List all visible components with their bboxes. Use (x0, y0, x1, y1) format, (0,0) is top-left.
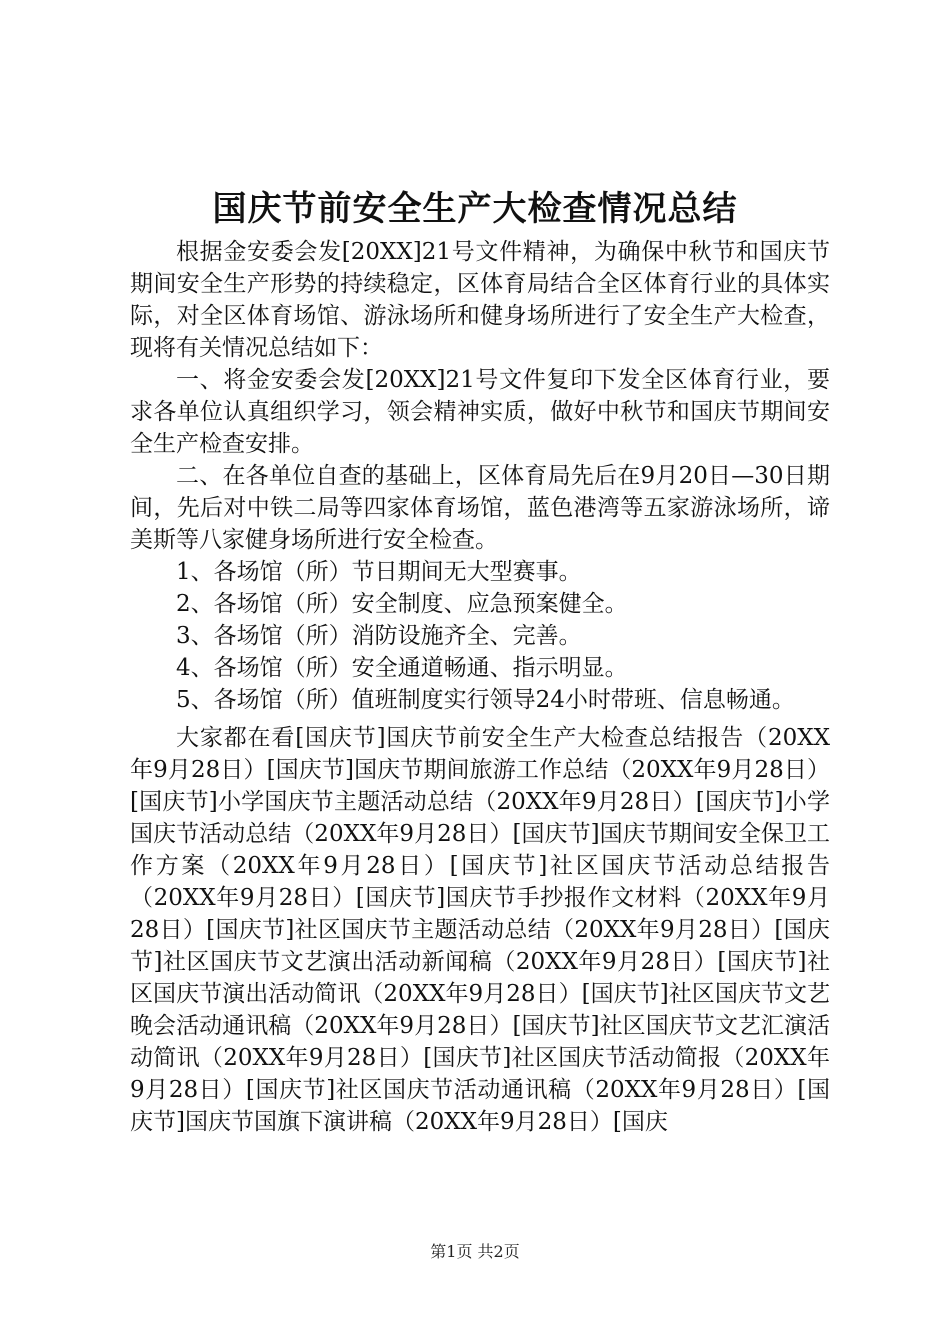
list-item-2: 2、各场馆（所）安全制度、应急预案健全。 (176, 591, 628, 617)
page-number: 第1页 共2页 (430, 1242, 520, 1261)
paragraph-intro: 根据金安委会发[20XX]21号文件精神，为确保中秋节和国庆节期间安全生产形势的持续稳定，区体育局结合全区体育行业的具体实际，对全区体育场馆、游泳场所和健身场所进行了安全生产大检查，现将有关情况总结如下： (130, 239, 830, 361)
list-item-3: 3、各场馆（所）消防设施齐全、完善。 (176, 623, 582, 649)
document-body (130, 236, 830, 1138)
paragraph-section-one: 一、将金安委会发[20XX]21号文件复印下发全区体育行业，要求各单位认真组织学习，领会精神实质，做好中秋节和国庆节期间安全生产检查安排。 (130, 367, 830, 457)
document-title: 国庆节前安全生产大检查情况总结 (212, 189, 738, 229)
list-item-1: 1、各场馆（所）节日期间无大型赛事。 (176, 559, 582, 585)
related-articles: 大家都在看[国庆节]国庆节前安全生产大检查总结报告（20XX年9月28日）[国庆节]国庆节期间旅游工作总结（20XX年9月28日）[国庆节]小学国庆节主题活动总结（20XX年9月28日）[国庆节]小学国庆节活动总结（20XX年9月28日）[国庆节]国庆节期间安全保卫工作方案（20XX年9月28日）[国庆节]社区国庆节活动总结报告（20XX年9月28日）[国庆节]国庆节手抄报作文材料（20XX年9月28日）[国庆节]社区国庆节主题活动总结（20XX年9月28日）[国庆节]社区国庆节文艺演出活动新闻稿（20XX年9月28日）[国庆节]社区国庆节演出活动简讯（20XX年9月28日）[国庆节]社区国庆节文艺晚会活动通讯稿（20XX年9月28日）[国庆节]社区国庆节文艺汇演活动简讯（20XX年9月28日）[国庆节]社区国庆节活动简报（20XX年9月28日）[国庆节]社区国庆节活动通讯稿（20XX年9月28日）[国庆节]国庆节国旗下演讲稿（20XX年9月28日）[国庆 (130, 725, 830, 1135)
list-item-5: 5、各场馆（所）值班制度实行领导24小时带班、信息畅通。 (176, 687, 795, 713)
paragraph-section-two: 二、在各单位自查的基础上，区体育局先后在9月20日—30日期间，先后对中铁二局等四家体育场馆，蓝色港湾等五家游泳场所，谛美斯等八家健身场所进行安全检查。 (130, 463, 830, 553)
list-item-4: 4、各场馆（所）安全通道畅通、指示明显。 (176, 655, 628, 681)
